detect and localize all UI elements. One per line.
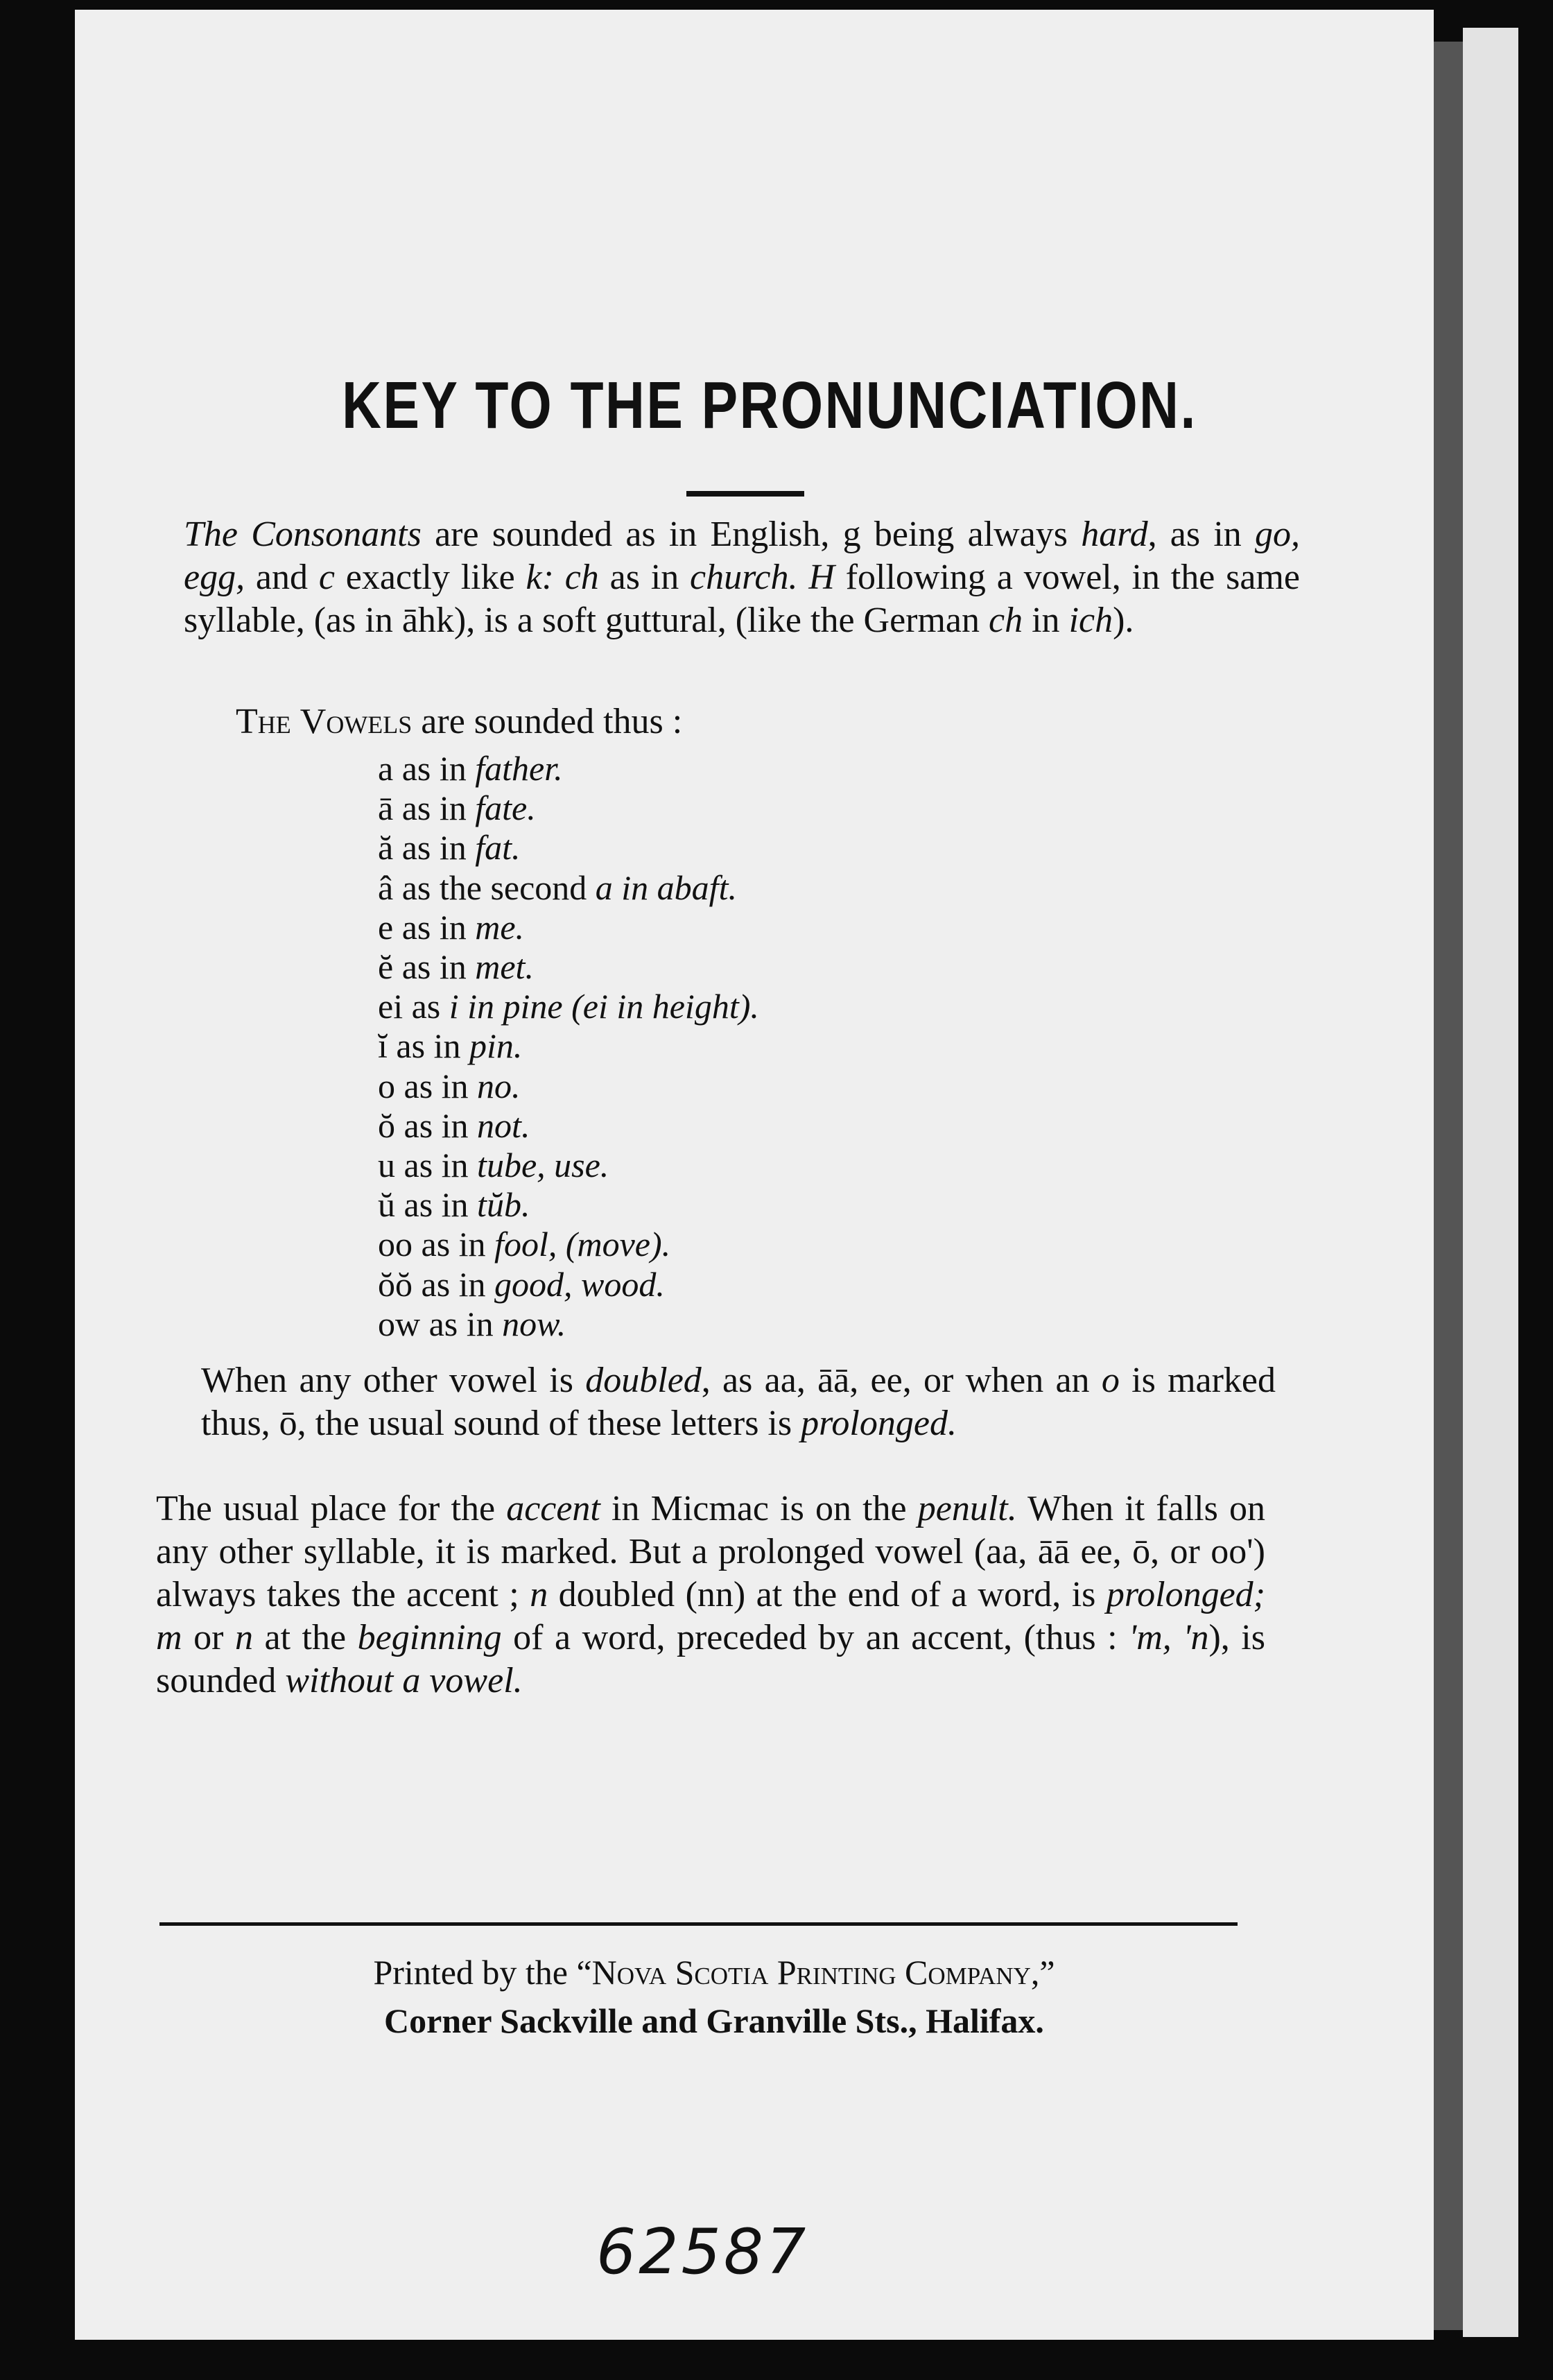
vowel-connector: as in: [413, 1225, 495, 1264]
vowel-example: fate.: [475, 788, 536, 828]
vowel-row: [378, 1185, 1002, 1225]
vowel-row: [378, 1304, 1002, 1344]
italic-run: c: [318, 558, 335, 597]
vowel-example: i in pine (ei in height).: [449, 987, 759, 1026]
vowel-symbol: ĕ: [378, 947, 394, 987]
italic-run: prolonged.: [801, 1404, 957, 1443]
vowel-symbol: ŏŏ: [378, 1264, 413, 1304]
text-run: The usual place for the: [156, 1489, 507, 1528]
vowels-intro: [236, 700, 1068, 743]
vowel-symbol: ŭ: [378, 1185, 395, 1225]
text-run: When it falls on any other syllable, it is marked. But a prolonged vowel (aa, āā ee, ō, or oo') always takes the accent ;: [156, 1489, 1265, 1614]
vowel-symbol: â: [378, 868, 394, 907]
vowel-symbol: ei: [378, 987, 404, 1026]
vowel-example: met.: [475, 947, 534, 987]
text-run: , as aa, āā, ee, or when an: [701, 1361, 1102, 1400]
vowel-connector: as in: [387, 1026, 469, 1066]
vowel-connector: as in: [393, 788, 476, 828]
vowel-symbol: ow: [378, 1304, 421, 1343]
vowel-example: father.: [475, 749, 563, 788]
vowel-list: [378, 749, 1002, 1344]
vowel-example: pin.: [469, 1026, 523, 1066]
vowel-symbol: a: [378, 749, 394, 788]
vowel-row: [378, 947, 1002, 987]
italic-run: k: ch: [526, 558, 599, 597]
text-run: and: [245, 558, 319, 597]
vowel-row: [378, 987, 1002, 1026]
vowel-connector: as in: [395, 1146, 478, 1185]
italic-run: penult.: [917, 1489, 1017, 1528]
vowel-row: [378, 1106, 1002, 1146]
vowel-example: fat.: [475, 828, 521, 868]
italic-run: hard: [1081, 515, 1148, 554]
vowel-row: [378, 908, 1002, 947]
vowel-row: [378, 1146, 1002, 1185]
vowel-connector: as in: [420, 1304, 503, 1343]
vowel-connector: as in: [393, 749, 476, 788]
text-run: exactly like: [334, 558, 526, 597]
text-run: are sounded as in English, g being always: [421, 515, 1082, 554]
italic-run: n: [234, 1618, 253, 1657]
vowel-row: [378, 1265, 1002, 1304]
text-run: at the: [252, 1618, 358, 1657]
page-title: KEY TO THE PRONUNCIATION.: [342, 368, 1197, 442]
italic-run: ch: [989, 601, 1023, 640]
vowel-symbol: ā: [378, 788, 394, 828]
next-page-edge: [1463, 28, 1518, 2337]
text-run: doubled (nn) at the end of a word, is: [548, 1575, 1107, 1614]
vowel-row: [378, 1225, 1002, 1264]
binding-edge: [1434, 42, 1463, 2330]
vowel-example: good, wood.: [494, 1264, 665, 1304]
vowels-intro-label: Vowels: [300, 702, 413, 741]
vowel-example: tube, use.: [477, 1146, 609, 1185]
imprint-line-1: [173, 1952, 1255, 1992]
text-run: , as in: [1147, 515, 1256, 554]
vowels-intro-rest: are sounded thus :: [412, 702, 683, 741]
title-rule: [686, 491, 804, 497]
vowel-symbol: ă: [378, 828, 394, 868]
vowel-symbol: ŏ: [378, 1105, 395, 1145]
text-run: in: [1023, 601, 1069, 640]
italic-run: beginning: [357, 1618, 502, 1657]
vowel-example: now.: [502, 1304, 566, 1343]
vowel-connector: as in: [393, 828, 476, 868]
vowel-row: [378, 1026, 1002, 1066]
text-run: [798, 558, 809, 597]
vowel-connector: as in: [393, 907, 476, 947]
italic-run: o: [1101, 1361, 1120, 1400]
text-run: When any other vowel is: [201, 1361, 586, 1400]
text-run: of a word, preceded by an accent, (thus :: [501, 1618, 1129, 1657]
vowel-example: not.: [477, 1105, 530, 1145]
imprint-company: “Nova Scotia Printing Company,”: [576, 1953, 1055, 1992]
vowel-example: a in abaft.: [595, 868, 737, 907]
vowel-example: fool, (move).: [494, 1225, 671, 1264]
text-run: in Micmac is on the: [600, 1489, 918, 1528]
vowel-connector: as in: [393, 947, 476, 987]
vowel-symbol: e: [378, 907, 394, 947]
italic-run: without a vowel.: [285, 1661, 523, 1700]
text-run: as in: [598, 558, 691, 597]
doubled-vowel-paragraph: [201, 1359, 1276, 1445]
vowel-row: [378, 788, 1002, 828]
vowel-connector: as in: [395, 1105, 478, 1145]
italic-run: church.: [690, 558, 798, 597]
text-run: or: [182, 1618, 235, 1657]
consonants-paragraph: [184, 513, 1300, 642]
vowel-symbol: ĭ: [378, 1026, 388, 1066]
imprint-address: Corner Sackville and Granville Sts., Halifax.: [384, 2001, 1044, 2040]
vowel-connector: as the second: [393, 868, 596, 907]
vowel-example: no.: [477, 1066, 521, 1105]
vowel-symbol: o: [378, 1066, 395, 1105]
vowel-row: [378, 828, 1002, 868]
italic-run: prolonged;: [1106, 1575, 1265, 1614]
imprint-printed-by: Printed by the: [373, 1953, 577, 1992]
vowels-intro-the: The: [236, 702, 291, 741]
text-run: ), is sounded: [156, 1618, 1265, 1700]
text-run: following a vowel, in the same syllable, (as in āhk), is a soft guttural, (like the German: [184, 558, 1301, 640]
italic-run: 'm, 'n: [1129, 1618, 1209, 1657]
vowel-connector: as in: [413, 1264, 495, 1304]
imprint-rule: [159, 1922, 1238, 1926]
vowel-connector: as: [403, 987, 449, 1026]
italic-run: accent: [506, 1489, 600, 1528]
italic-run: ich: [1068, 601, 1113, 640]
vowel-symbol: u: [378, 1146, 395, 1185]
vowel-row: [378, 749, 1002, 788]
text-run: is marked thus, ō, the usual sound of these letters is: [201, 1361, 1276, 1443]
italic-run: go, egg,: [184, 515, 1301, 597]
vowel-connector: as in: [395, 1066, 478, 1105]
vowel-row: [378, 1067, 1002, 1106]
vowel-example: tŭb.: [477, 1185, 530, 1225]
italic-run: n: [530, 1575, 548, 1614]
vowel-row: [378, 868, 1002, 908]
text-run: ).: [1113, 601, 1134, 640]
accent-paragraph: [156, 1488, 1265, 1702]
italic-run: H: [808, 558, 835, 597]
vowel-connector: as in: [395, 1185, 478, 1225]
accession-number: 62587: [596, 2216, 809, 2288]
italic-run: m: [156, 1618, 182, 1657]
consonants-label: The Consonants: [184, 515, 422, 554]
vowel-example: me.: [475, 907, 525, 947]
vowel-symbol: oo: [378, 1225, 413, 1264]
italic-run: doubled: [585, 1361, 702, 1400]
